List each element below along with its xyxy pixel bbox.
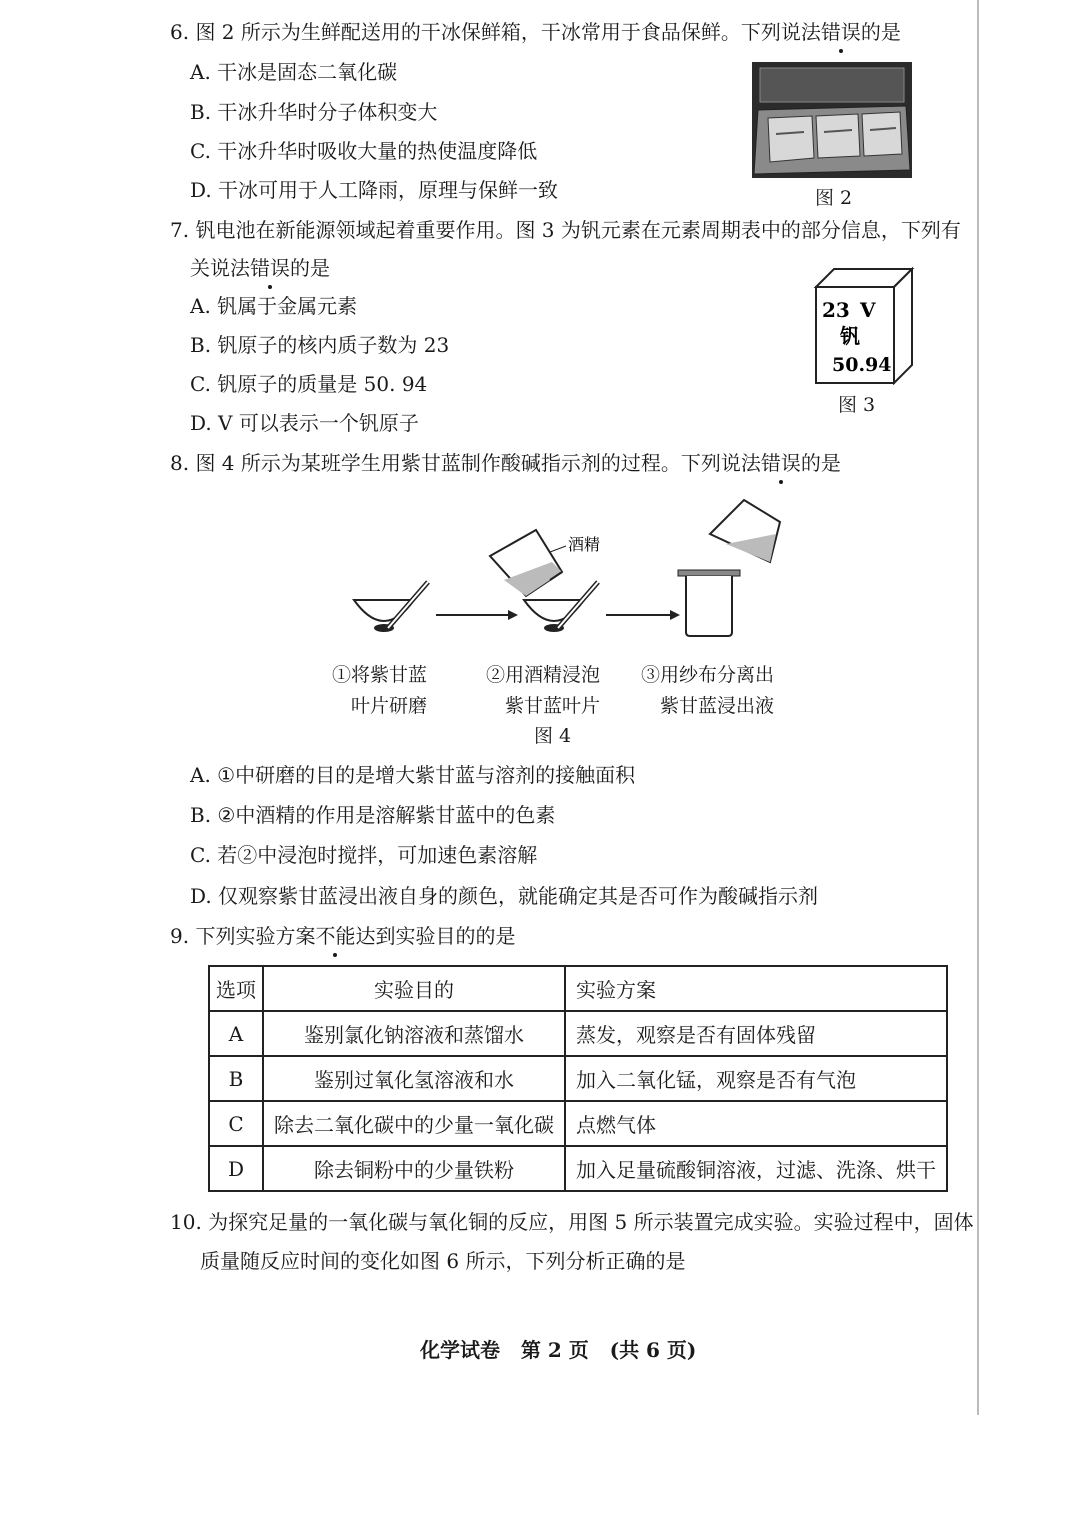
header-purpose: 实验目的	[263, 966, 565, 1011]
row-plan: 加入二氧化锰，观察是否有气泡	[565, 1056, 947, 1101]
row-purpose: 鉴别氯化钠溶液和蒸馏水	[263, 1011, 565, 1056]
q9-stem: 9. 下列实验方案不能达到实验目的的是	[170, 924, 516, 948]
q6-option-a: A. 干冰是固态二氧化碳	[190, 60, 398, 84]
q10-stem-line2: 质量随反应时间的变化如图 6 所示，下列分析正确的是	[200, 1249, 686, 1273]
row-plan: 点燃气体	[565, 1101, 947, 1146]
q7-option-b: B. 钒原子的核内质子数为 23	[190, 333, 450, 357]
table-header-row	[209, 966, 947, 1011]
q6-stem: 6. 图 2 所示为生鲜配送用的干冰保鲜箱，干冰常用于食品保鲜。下列说法错误的是	[170, 20, 901, 44]
experiment-table	[208, 965, 948, 1192]
row-plan: 加入足量硫酸铜溶液，过滤、洗涤、烘干	[565, 1146, 947, 1191]
emphasis-mark: 错误	[760, 451, 801, 475]
emphasis-mark: 不能	[315, 924, 356, 948]
row-purpose: 除去铜粉中的少量铁粉	[263, 1146, 565, 1191]
step-1-line2: 叶片研磨	[351, 695, 428, 717]
step-1-line1: ①将紫甘蓝	[332, 664, 428, 686]
figure-4-caption: 图 4	[534, 725, 572, 747]
step-3-line1: ③用纱布分离出	[641, 664, 775, 686]
q8-option-a: A. ①中研磨的目的是增大紫甘蓝与溶剂的接触面积	[190, 763, 636, 787]
q10-stem-line1: 10. 为探究足量的一氧化碳与氧化铜的反应，用图 5 所示装置完成实验。实验过程中，固体	[170, 1210, 974, 1234]
q7-option-d: D. V 可以表示一个钒原子	[190, 411, 419, 435]
header-option: 选项	[209, 966, 263, 1011]
q8-option-c: C. 若②中浸泡时搅拌，可加速色素溶解	[190, 843, 538, 867]
figure-2-caption: 图 2	[815, 187, 853, 209]
element-number: 23	[822, 298, 850, 322]
q8-option-b: B. ②中酒精的作用是溶解紫甘蓝中的色素	[190, 803, 556, 827]
q8-stem: 8. 图 4 所示为某班学生用紫甘蓝制作酸碱指示剂的过程。下列说法错误的是	[170, 451, 841, 475]
header-plan: 实验方案	[565, 966, 947, 1011]
page-footer: 化学试卷 第 2 页 (共 6 页)	[420, 1338, 697, 1362]
row-option: A	[209, 1011, 263, 1056]
row-purpose: 除去二氧化碳中的少量一氧化碳	[263, 1101, 565, 1146]
row-option: D	[209, 1146, 263, 1191]
reagent-label: 酒精	[568, 535, 601, 554]
step-3-line2: 紫甘蓝浸出液	[660, 695, 775, 717]
element-name: 钒	[840, 324, 860, 348]
q6-option-b: B. 干冰升华时分子体积变大	[190, 100, 438, 124]
q8-option-d: D. 仅观察紫甘蓝浸出液自身的颜色，就能确定其是否可作为酸碱指示剂	[190, 884, 819, 908]
emphasis-mark: 错误	[820, 20, 861, 44]
q7-option-a: A. 钒属于金属元素	[190, 294, 358, 318]
q7-stem-line2: 关说法错误的是	[190, 256, 330, 280]
q7-stem-line1: 7. 钒电池在新能源领域起着重要作用。图 3 为钒元素在元素周期表中的部分信息，下列有	[170, 218, 961, 242]
figure-3-caption: 图 3	[838, 394, 876, 416]
row-plan: 蒸发，观察是否有固体残留	[565, 1011, 947, 1056]
row-option: C	[209, 1101, 263, 1146]
page-edge-line	[977, 0, 979, 1415]
table-row	[209, 1101, 947, 1146]
element-card-figure	[812, 265, 916, 385]
step-2-line2: 紫甘蓝叶片	[505, 695, 601, 717]
figure-4-process-diagram	[340, 480, 800, 645]
dry-ice-box-photo	[752, 62, 912, 178]
emphasis-mark: 错误	[250, 256, 290, 280]
table-row	[209, 1011, 947, 1056]
step-2-line1: ②用酒精浸泡	[486, 664, 601, 686]
row-purpose: 鉴别过氧化氢溶液和水	[263, 1056, 565, 1101]
element-symbol: V	[860, 298, 876, 322]
q6-option-d: D. 干冰可用于人工降雨，原理与保鲜一致	[190, 178, 559, 202]
table-row	[209, 1146, 947, 1191]
table-row	[209, 1056, 947, 1101]
q7-option-c: C. 钒原子的质量是 50. 94	[190, 372, 428, 396]
q6-option-c: C. 干冰升华时吸收大量的热使温度降低	[190, 139, 538, 163]
row-option: B	[209, 1056, 263, 1101]
element-mass: 50.94	[832, 354, 892, 376]
